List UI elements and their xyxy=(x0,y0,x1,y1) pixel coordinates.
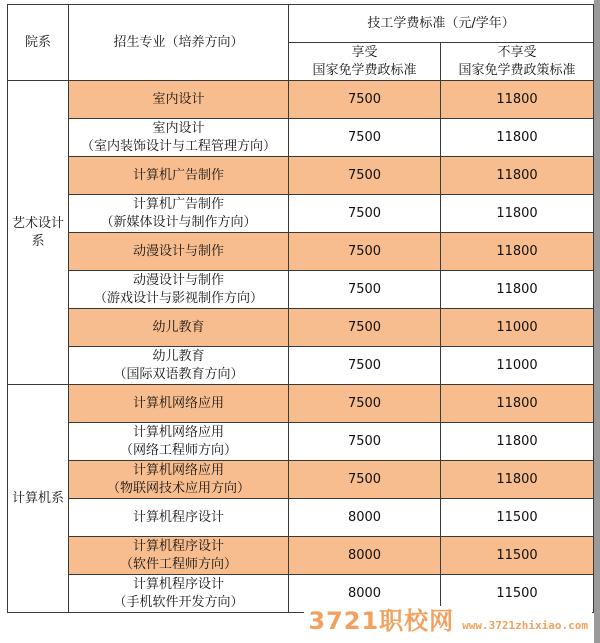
fee-without-exemption: 11000 xyxy=(441,309,594,347)
fee-without-exemption: 11500 xyxy=(441,537,594,575)
fee-with-exemption: 7500 xyxy=(289,423,441,461)
major-cell: 幼儿教育 xyxy=(69,309,289,347)
fee-without-exemption: 11800 xyxy=(441,423,594,461)
fee-without-exemption: 11500 xyxy=(441,575,594,613)
watermark-title: 3721职校网 xyxy=(308,607,455,635)
header-dept: 院系 xyxy=(8,5,69,81)
fee-with-exemption: 7500 xyxy=(289,461,441,499)
major-cell: 计算机网络应用 （物联网技术应用方向） xyxy=(69,461,289,499)
right-border xyxy=(594,0,600,643)
major-cell: 室内设计 （室内装饰设计与工程管理方向） xyxy=(69,119,289,157)
fee-with-exemption: 7500 xyxy=(289,119,441,157)
table-row xyxy=(8,537,594,575)
fee-with-exemption: 8000 xyxy=(289,575,441,613)
fee-without-exemption: 11800 xyxy=(441,233,594,271)
watermark xyxy=(304,606,592,640)
fee-with-exemption: 7500 xyxy=(289,271,441,309)
fee-without-exemption: 11800 xyxy=(441,385,594,423)
fee-without-exemption: 11500 xyxy=(441,499,594,537)
table-row xyxy=(8,195,594,233)
fee-with-exemption: 7500 xyxy=(289,233,441,271)
table-row xyxy=(8,461,594,499)
major-cell: 计算机网络应用 xyxy=(69,385,289,423)
major-cell: 计算机程序设计 （软件工程师方向） xyxy=(69,537,289,575)
fee-with-exemption: 8000 xyxy=(289,537,441,575)
major-cell: 计算机广告制作 （新媒体设计与制作方向） xyxy=(69,195,289,233)
table-row xyxy=(8,233,594,271)
watermark-url: www.3721zhixiao.com xyxy=(462,619,588,632)
major-cell: 室内设计 xyxy=(69,81,289,119)
fee-without-exemption: 11800 xyxy=(441,119,594,157)
table-row xyxy=(8,499,594,537)
fee-with-exemption: 7500 xyxy=(289,309,441,347)
table-row xyxy=(8,309,594,347)
major-cell: 动漫设计与制作 （游戏设计与影视制作方向） xyxy=(69,271,289,309)
dept-cell: 艺术设计系 xyxy=(8,81,69,385)
tuition-table xyxy=(7,4,594,613)
major-cell: 动漫设计与制作 xyxy=(69,233,289,271)
fee-without-exemption: 11800 xyxy=(441,461,594,499)
header-fee: 技工学费标准（元/学年） xyxy=(289,5,594,43)
fee-with-exemption: 8000 xyxy=(289,499,441,537)
header-with-exemption: 享受 国家免学费政标准 xyxy=(289,43,441,81)
major-cell: 计算机广告制作 xyxy=(69,157,289,195)
table-row xyxy=(8,119,594,157)
fee-with-exemption: 7500 xyxy=(289,385,441,423)
major-cell: 计算机网络应用 （网络工程师方向） xyxy=(69,423,289,461)
table-row xyxy=(8,423,594,461)
table-row xyxy=(8,81,594,119)
fee-without-exemption: 11000 xyxy=(441,347,594,385)
table-row xyxy=(8,271,594,309)
fee-with-exemption: 7500 xyxy=(289,347,441,385)
header-major: 招生专业（培养方向） xyxy=(69,5,289,81)
table-row xyxy=(8,385,594,423)
fee-with-exemption: 7500 xyxy=(289,81,441,119)
fee-without-exemption: 11800 xyxy=(441,157,594,195)
fee-without-exemption: 11800 xyxy=(441,81,594,119)
table-row xyxy=(8,157,594,195)
fee-without-exemption: 11800 xyxy=(441,271,594,309)
header-without-exemption: 不享受 国家免学费政策标准 xyxy=(441,43,594,81)
table-row xyxy=(8,347,594,385)
major-cell: 计算机程序设计 xyxy=(69,499,289,537)
major-cell: 计算机程序设计 （手机软件开发方向） xyxy=(69,575,289,613)
fee-with-exemption: 7500 xyxy=(289,195,441,233)
dept-cell: 计算机系 xyxy=(8,385,69,613)
major-cell: 幼儿教育 （国际双语教育方向） xyxy=(69,347,289,385)
fee-with-exemption: 7500 xyxy=(289,157,441,195)
fee-without-exemption: 11800 xyxy=(441,195,594,233)
